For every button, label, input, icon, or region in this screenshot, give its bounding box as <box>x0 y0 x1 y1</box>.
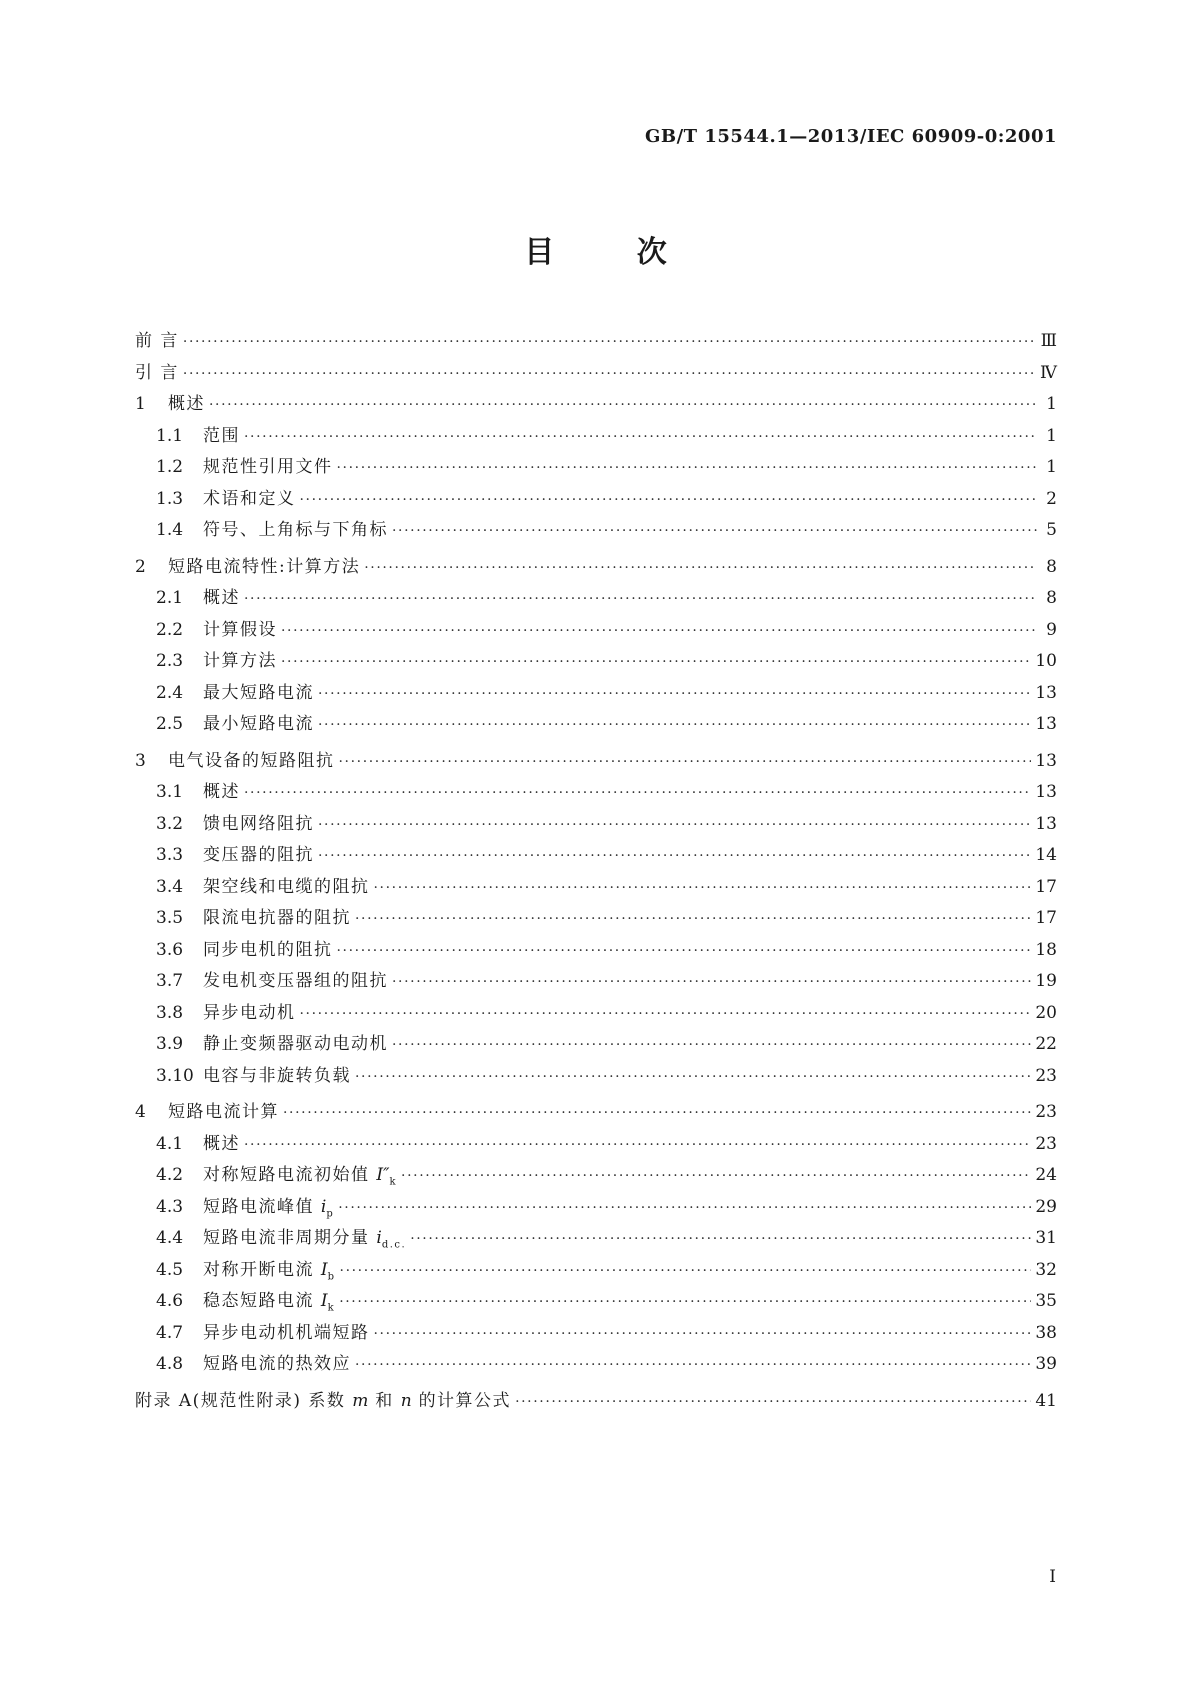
toc-entry-text: 变压器的阻抗 <box>203 845 314 865</box>
toc-entry-number: 3.5 <box>156 908 184 928</box>
toc-entry-3-7[interactable] <box>135 966 1057 998</box>
toc-entry-annex-a[interactable] <box>135 1386 1057 1418</box>
toc-entry-page: 17 <box>1035 908 1057 928</box>
toc-entry-3-6[interactable] <box>135 935 1057 967</box>
toc-leader <box>337 460 1038 476</box>
toc-leader <box>318 848 1031 864</box>
toc-leader <box>337 943 1032 959</box>
page-title <box>0 227 1191 271</box>
toc-leader <box>244 591 1037 607</box>
toc-entry-number: 1 <box>135 394 146 414</box>
toc-entry-page: 10 <box>1035 651 1057 671</box>
toc-entry-text <box>203 1192 334 1219</box>
toc-entry-number: 1.2 <box>156 457 184 477</box>
toc-entry-text: 电气设备的短路阻抗 <box>168 750 335 771</box>
title-char-1: 目 <box>524 235 555 270</box>
math-symbol: i <box>376 1228 382 1248</box>
toc-entry-label: 短路电流峰值 <box>203 1196 314 1217</box>
toc-leader <box>244 1137 1031 1153</box>
toc-leader <box>209 397 1037 413</box>
toc-entry-number: 2.5 <box>156 714 184 734</box>
toc-entry-page: 13 <box>1035 750 1057 771</box>
toc-leader <box>183 334 1037 350</box>
toc-entry-page: 39 <box>1035 1354 1057 1374</box>
toc-entry-number: 2 <box>135 556 146 577</box>
toc-entry-number: 2.1 <box>156 588 184 608</box>
toc-leader <box>340 1263 1032 1279</box>
toc-entry-2-4[interactable] <box>135 678 1057 710</box>
toc-entry-4-3[interactable] <box>135 1192 1057 1224</box>
toc-entry-page: 22 <box>1035 1034 1057 1054</box>
toc-entry-3[interactable] <box>135 746 1057 778</box>
toc-leader <box>244 785 1031 801</box>
math-subscript: k <box>389 1176 398 1188</box>
toc-entry-page: 41 <box>1035 1390 1057 1411</box>
toc-entry-number: 3.2 <box>156 813 184 834</box>
toc-entry-text: 引 言 <box>135 362 179 383</box>
toc-entry-text: 最大短路电流 <box>203 682 314 703</box>
math-subscript: p <box>326 1207 335 1219</box>
toc-entry-3-1[interactable] <box>135 777 1057 809</box>
title-char-2: 次 <box>636 235 667 270</box>
toc-entry-2-2[interactable] <box>135 615 1057 647</box>
toc-entry-number: 3 <box>135 750 146 771</box>
toc-entry-number: 3.6 <box>156 939 184 960</box>
toc-entry-text: 发电机变压器组的阻抗 <box>203 971 388 991</box>
toc-entry-1-1[interactable] <box>135 421 1057 453</box>
toc-entry-4-2[interactable] <box>135 1160 1057 1192</box>
page-number: I <box>1049 1567 1056 1587</box>
toc-entry-foreword[interactable] <box>135 326 1057 358</box>
toc-entry-number: 4.7 <box>156 1322 184 1343</box>
toc-entry-text: 术语和定义 <box>203 488 296 509</box>
toc-leader <box>392 974 1031 990</box>
toc-entry-number: 3.3 <box>156 845 184 865</box>
toc-entry-introduction[interactable] <box>135 358 1057 390</box>
toc-entry-text: 最小短路电流 <box>203 714 314 734</box>
math-symbol: m <box>352 1390 369 1411</box>
toc-entry-text: 概述 <box>203 782 240 802</box>
toc-entry-text: 概述 <box>203 1133 240 1154</box>
toc-entry-1-3[interactable] <box>135 484 1057 516</box>
math-subscript: b <box>327 1270 336 1282</box>
toc-leader <box>183 366 1036 382</box>
toc-entry-text: 静止变频器驱动电动机 <box>203 1034 388 1054</box>
toc-leader <box>339 1294 1031 1310</box>
toc-entry-text: 短路电流的热效应 <box>203 1354 351 1374</box>
toc-entry-number: 4.6 <box>156 1291 184 1311</box>
toc-entry-page: 1 <box>1046 394 1057 414</box>
toc-entry-number: 2.2 <box>156 619 184 640</box>
toc-entry-number: 4.3 <box>156 1196 184 1217</box>
toc-entry-page: 19 <box>1035 971 1057 991</box>
toc-leader <box>318 686 1031 702</box>
toc-entry-number: 2.4 <box>156 682 184 703</box>
toc-entry-page: 1 <box>1046 457 1057 477</box>
toc-entry-4-6[interactable] <box>135 1286 1057 1318</box>
toc-entry-page: 32 <box>1035 1259 1057 1280</box>
toc-entry-2-5[interactable] <box>135 709 1057 741</box>
toc-entry-3-3[interactable] <box>135 840 1057 872</box>
toc-entry-page: 29 <box>1035 1196 1057 1217</box>
toc-entry-page: 13 <box>1035 682 1057 703</box>
toc-entry-text: 限流电抗器的阻抗 <box>203 908 351 928</box>
toc-leader <box>355 911 1031 927</box>
toc-entry-3-2[interactable] <box>135 809 1057 841</box>
toc-entry-number: 3.10 <box>156 1065 194 1086</box>
toc-entry-text: 异步电动机机端短路 <box>203 1322 370 1343</box>
toc-leader <box>410 1231 1031 1247</box>
toc-entry-number: 3.8 <box>156 1002 184 1023</box>
toc-entry-text <box>203 1286 335 1313</box>
toc-entry-label: 稳态短路电流 <box>203 1291 314 1311</box>
toc-entry-text: 规范性引用文件 <box>203 457 333 477</box>
toc-entry-text: 短路电流特性:计算方法 <box>168 556 361 577</box>
math-subscript: k <box>327 1302 336 1314</box>
toc-entry-text <box>203 1255 336 1282</box>
toc-leader <box>392 1037 1031 1053</box>
toc-entry-4-8[interactable] <box>135 1349 1057 1381</box>
toc-entry-page: 13 <box>1035 813 1057 834</box>
toc-entry-page: 9 <box>1046 619 1057 640</box>
toc-entry-3-4[interactable] <box>135 872 1057 904</box>
toc-leader <box>318 817 1031 833</box>
math-subscript: d.c. <box>381 1239 407 1251</box>
toc-entry-2-1[interactable] <box>135 583 1057 615</box>
toc-entry-page: 23 <box>1035 1065 1057 1086</box>
toc-leader <box>338 1200 1031 1216</box>
toc-entry-label: 的计算公式 <box>418 1390 512 1411</box>
toc-entry-text: 架空线和电缆的阻抗 <box>203 876 370 897</box>
toc-entry-number: 1.1 <box>156 425 184 446</box>
toc-leader <box>300 492 1038 508</box>
toc-entry-number: 4.8 <box>156 1354 184 1374</box>
toc-leader <box>364 560 1037 576</box>
toc-entry-number: 3.4 <box>156 876 184 897</box>
toc-entry-2-3[interactable] <box>135 646 1057 678</box>
toc-entry-page: 13 <box>1035 714 1057 734</box>
toc-entry-text: 前 言 <box>135 331 179 351</box>
toc-entry-page: 1 <box>1046 425 1057 446</box>
toc-entry-1-2[interactable] <box>135 452 1057 484</box>
toc-entry-text: 电容与非旋转负载 <box>203 1065 351 1086</box>
toc-entry-text: 馈电网络阻抗 <box>203 813 314 834</box>
toc-entry-page: 5 <box>1046 520 1057 540</box>
toc-entry-number: 3.7 <box>156 971 184 991</box>
math-symbol: I″ <box>376 1165 390 1185</box>
toc-entry-page: 31 <box>1035 1228 1057 1248</box>
toc-leader <box>374 880 1032 896</box>
toc-entry-page: 38 <box>1035 1322 1057 1343</box>
toc-entry-page: 24 <box>1035 1165 1057 1185</box>
toc-leader <box>355 1357 1031 1373</box>
toc-entry-3-8[interactable] <box>135 998 1057 1030</box>
toc-entry-text: 异步电动机 <box>203 1002 296 1023</box>
toc-entry-page: 8 <box>1046 556 1057 577</box>
toc-entry-label: 附录 A(规范性附录) 系数 <box>135 1390 346 1411</box>
toc-entry-number: 2.3 <box>156 651 184 671</box>
table-of-contents <box>135 326 1057 1417</box>
toc-entry-page: 18 <box>1035 939 1057 960</box>
toc-entry-text: 范围 <box>203 425 240 446</box>
toc-entry-4-4[interactable] <box>135 1223 1057 1255</box>
toc-entry-3-10[interactable] <box>135 1061 1057 1093</box>
toc-entry-text: 计算假设 <box>203 619 277 640</box>
toc-entry-page: 14 <box>1035 845 1057 865</box>
toc-entry-page: 35 <box>1035 1291 1057 1311</box>
toc-entry-label: 短路电流非周期分量 <box>203 1228 370 1248</box>
toc-entry-page: 20 <box>1035 1002 1057 1023</box>
toc-leader <box>281 654 1031 670</box>
toc-entry-3-9[interactable] <box>135 1029 1057 1061</box>
toc-entry-number: 4 <box>135 1102 146 1122</box>
toc-entry-text: 计算方法 <box>203 651 277 671</box>
toc-entry-label: 和 <box>375 1390 394 1411</box>
toc-entry-page: 23 <box>1035 1102 1057 1122</box>
toc-entry-number: 1.4 <box>156 520 184 540</box>
toc-leader <box>392 523 1037 539</box>
toc-entry-page: Ⅳ <box>1040 362 1057 383</box>
toc-entry-page: 13 <box>1035 782 1057 802</box>
toc-entry-label: 对称开断电流 <box>203 1259 314 1280</box>
toc-entry-1-4[interactable] <box>135 515 1057 547</box>
toc-entry-text: 概述 <box>203 588 240 608</box>
toc-entry-1[interactable] <box>135 389 1057 421</box>
toc-entry-page: 2 <box>1046 488 1057 509</box>
toc-entry-4[interactable] <box>135 1097 1057 1129</box>
toc-leader <box>300 1006 1032 1022</box>
toc-leader <box>283 1105 1031 1121</box>
toc-entry-2[interactable] <box>135 552 1057 584</box>
toc-leader <box>355 1069 1031 1085</box>
toc-leader <box>374 1326 1032 1342</box>
toc-leader <box>339 754 1032 770</box>
toc-entry-text <box>135 1386 511 1411</box>
toc-entry-page: 17 <box>1035 876 1057 897</box>
toc-entry-page: 23 <box>1035 1133 1057 1154</box>
toc-leader <box>401 1168 1031 1184</box>
toc-leader <box>281 623 1037 639</box>
math-symbol: i <box>320 1196 327 1217</box>
toc-entry-page: Ⅲ <box>1040 331 1057 351</box>
toc-entry-number: 4.2 <box>156 1165 184 1185</box>
toc-entry-text <box>203 1160 397 1187</box>
toc-entry-label: 对称短路电流初始值 <box>203 1165 370 1185</box>
math-symbol: n <box>400 1390 412 1411</box>
toc-entry-number: 4.5 <box>156 1259 184 1280</box>
toc-entry-3-5[interactable] <box>135 903 1057 935</box>
toc-leader <box>318 717 1031 733</box>
toc-entry-text: 短路电流计算 <box>168 1102 279 1122</box>
toc-entry-page: 8 <box>1046 588 1057 608</box>
toc-entry-text: 概述 <box>168 394 205 414</box>
toc-entry-text: 符号、上角标与下角标 <box>203 520 388 540</box>
math-symbol: I <box>320 1259 328 1280</box>
toc-entry-number: 3.9 <box>156 1034 184 1054</box>
toc-entry-4-5[interactable] <box>135 1255 1057 1287</box>
toc-entry-number: 4.4 <box>156 1228 184 1248</box>
toc-entry-number: 4.1 <box>156 1133 184 1154</box>
math-symbol: I <box>320 1291 328 1311</box>
toc-leader <box>244 429 1037 445</box>
toc-entry-number: 1.3 <box>156 488 184 509</box>
toc-leader <box>515 1394 1031 1410</box>
toc-entry-4-1[interactable] <box>135 1129 1057 1161</box>
toc-entry-text: 同步电机的阻抗 <box>203 939 333 960</box>
standard-code: GB/T 15544.1—2013/IEC 60909-0:2001 <box>645 126 1057 147</box>
toc-entry-text <box>203 1223 406 1250</box>
toc-entry-4-7[interactable] <box>135 1318 1057 1350</box>
toc-entry-number: 3.1 <box>156 782 184 802</box>
